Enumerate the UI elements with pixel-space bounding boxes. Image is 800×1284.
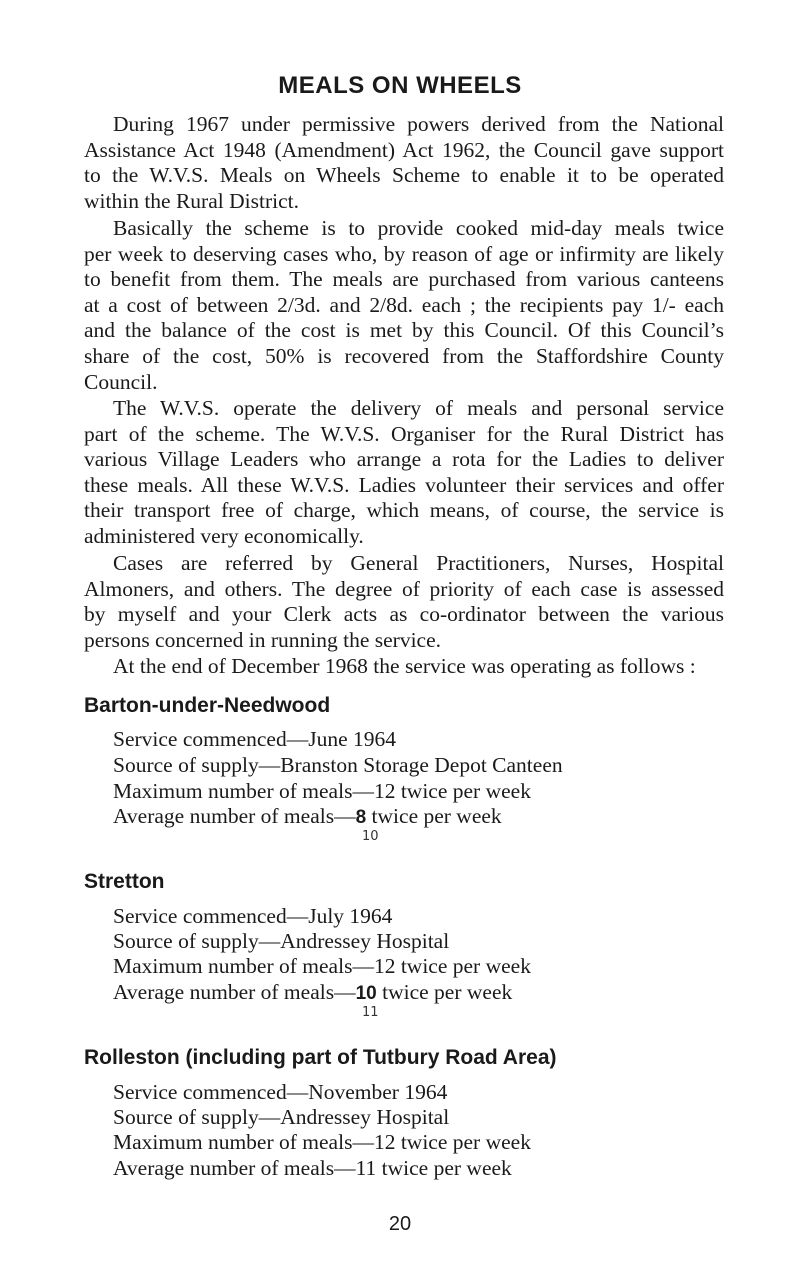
rolleston-source-of-supply: Source of supply—Andressey Hospital <box>113 1105 450 1129</box>
section-heading-barton: Barton-under-Needwood <box>84 694 331 717</box>
section-heading-rolleston: Rolleston (including part of Tutbury Road Area) <box>84 1046 557 1069</box>
paragraph-line: to benefit from them. The meals are purchased from various canteens <box>84 267 724 292</box>
average-suffix: twice per week <box>376 980 513 1004</box>
struck-figure: 8 <box>355 807 367 828</box>
average-prefix: Average number of meals— <box>113 980 356 1004</box>
barton-maximum-meals: Maximum number of meals—12 twice per week <box>113 779 531 803</box>
paragraph-3 <box>84 396 724 550</box>
paragraph-line: persons concerned in running the service. <box>84 627 442 652</box>
average-suffix: twice per week <box>366 804 502 828</box>
paragraph-2 <box>84 216 724 395</box>
rolleston-average-meals: Average number of meals—11 twice per week <box>113 1156 512 1180</box>
paragraph-line: these meals. All these W.V.S. Ladies volunteer their services and offer <box>84 472 724 497</box>
average-prefix: Average number of meals— <box>113 804 356 828</box>
paragraph-line: Council. <box>84 369 158 394</box>
paragraph-line: During 1967 under permissive powers derived from the National <box>113 112 724 136</box>
section-heading-stretton: Stretton <box>84 870 165 893</box>
paragraph-line: Cases are referred by General Practitioners, Nurses, Hospital <box>113 551 724 575</box>
paragraph-4 <box>84 551 724 653</box>
rolleston-service-commenced: Service commenced—November 1964 <box>113 1080 448 1104</box>
paragraph-line: within the Rural District. <box>84 188 299 213</box>
stretton-maximum-meals: Maximum number of meals—12 twice per week <box>113 954 531 978</box>
handwritten-correction: 10 <box>362 829 379 844</box>
stretton-average-meals <box>113 980 512 1007</box>
paragraph-line: their transport free of charge, which means, of course, the service is <box>84 498 724 523</box>
barton-service-commenced: Service commenced—June 1964 <box>113 727 396 751</box>
paragraph-line: Basically the scheme is to provide cooked mid-day meals twice <box>113 216 724 240</box>
paragraph-line: Almoners, and others. The degree of priority of each case is assessed <box>84 576 724 601</box>
paragraph-line: At the end of December 1968 the service was operating as follows : <box>113 654 696 678</box>
paragraph-5 <box>84 654 724 680</box>
paragraph-line: The W.V.S. operate the delivery of meals and personal service <box>113 396 724 420</box>
paragraph-line: and the balance of the cost is met by this Council. Of this Council’s <box>84 318 724 343</box>
stretton-source-of-supply: Source of supply—Andressey Hospital <box>113 929 450 953</box>
barton-average-meals <box>113 804 502 831</box>
paragraph-line: by myself and your Clerk acts as co-ordinator between the various <box>84 602 724 627</box>
page-title: MEALS ON WHEELS <box>278 72 522 99</box>
handwritten-correction: 11 <box>362 1005 379 1020</box>
paragraph-line: Assistance Act 1948 (Amendment) Act 1962, the Council gave support <box>84 137 724 162</box>
paragraph-line: at a cost of between 2/3d. and 2/8d. each ; the recipients pay 1/- each <box>84 292 724 317</box>
paragraph-line: share of the cost, 50% is recovered from the Staffordshire County <box>84 343 724 368</box>
paragraph-line: administered very economically. <box>84 523 364 548</box>
paragraph-1 <box>84 112 724 214</box>
paragraph-line: to the W.V.S. Meals on Wheels Scheme to enable it to be operated <box>84 163 724 188</box>
page-number: 20 <box>388 1213 412 1235</box>
paragraph-line: part of the scheme. The W.V.S. Organiser for the Rural District has <box>84 421 724 446</box>
barton-source-of-supply: Source of supply—Branston Storage Depot Canteen <box>113 753 563 777</box>
paragraph-line: various Village Leaders who arrange a rota for the Ladies to deliver <box>84 447 724 472</box>
rolleston-maximum-meals: Maximum number of meals—12 twice per week <box>113 1130 531 1154</box>
paragraph-line: per week to deserving cases who, by reason of age or infirmity are likely <box>84 241 724 266</box>
stretton-service-commenced: Service commenced—July 1964 <box>113 904 393 928</box>
struck-figure: 10 <box>355 983 377 1004</box>
